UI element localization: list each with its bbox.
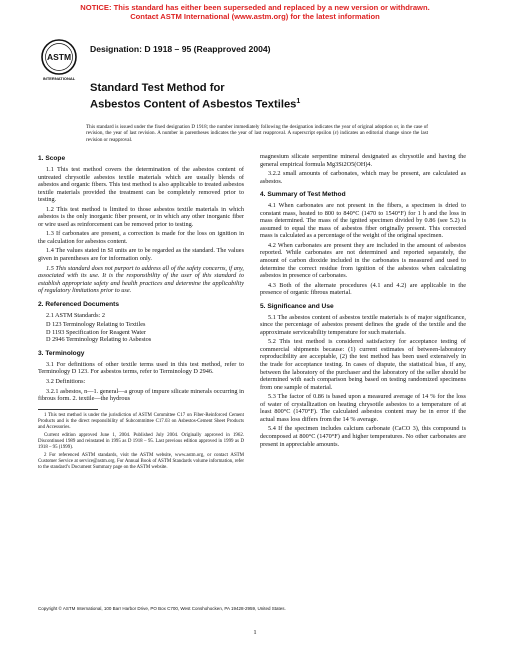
logo-wordmark: ASTM (46, 52, 72, 62)
definition-continued: magnesium silicate serpentine mineral designated as chrysotile and having the general empirical formula Mg3Si2O5(OH)4. (260, 153, 466, 168)
paragraph-1-4: 1.4 The values stated in SI units are to be regarded as the standard. The values given in parentheses are for information only. (38, 247, 244, 263)
paragraph-5-4: 5.4 If the specimen includes calcium carbonate (CaCO 3), this compound is decomposed at 800°C (1470°F) and higher temperatures. No other carbonates are present in appreciable amounts. (260, 425, 466, 448)
footnote-1: 1 This test method is under the jurisdiction of ASTM Committee C17 on Fiber-Reinforced Cement Products and is the direct responsibility of Subcommittee C17.03 on Asbestos-Cement Sheet Products and Accessories. (38, 412, 244, 430)
section-heading-summary: 4. Summary of Test Method (260, 191, 346, 199)
paragraph-1-2: 1.2 This test method is limited to those asbestos textile materials in which asbestos is the only inorganic fiber present, or in which any other inorganic fiber or wire used as reinforcement can be removed prior to testing. (38, 205, 244, 228)
paragraph-4-2: 4.2 When carbonates are present they are included in the amount of asbestos reported. While carbonates are not determined and reported separately, the amount of carbon dioxide included in the carbonates is measured and used to determine the correct residue from ignition of the asbestos when calculating asbestos in presence of carbonates. (260, 241, 466, 280)
paragraph-1-3: 1.3 If carbonates are present, a correction is made for the loss on ignition in the calculation for asbestos content. (38, 230, 244, 245)
paragraph-1-1: 1.1 This test method covers the determination of the asbestos content of untreated chrysotile asbestos textile materials which are usually blends of asbestos and organic fibers. This test method is also applicable to treated asbestos textile materials provided the treatment can be completely removed prior to testing. (38, 166, 244, 204)
copyright-line: Copyright © ASTM International, 100 Barr Harbor Drive, PO Box C700, West Conshohocken, PA 19428-2959, United States. (38, 606, 286, 611)
paragraph-5-2: 5.2 This test method is considered satisfactory for acceptance testing of commercial shipments because: (1) current estimates of between-laboratory reproducibility are acceptable, (2) the test method has been used extensively in the trade for acceptance testing. In cases of dispute, the statistical bias, if any, between the laboratory of the purchaser and the laboratory of the seller should be determined with each comparison being based on testing randomized specimens from one sample of material. (260, 338, 466, 391)
reference-item: D 1193 Specification for Reagent Water (46, 328, 146, 336)
paragraph-3-2: 3.2 Definitions: (46, 378, 86, 386)
page-number: 1 (253, 629, 257, 636)
notice-line-2: Contact ASTM International (www.astm.org) for the latest information (130, 12, 380, 21)
paragraph-4-1: 4.1 When carbonates are not present in the fibers, a specimen is dried to constant mass, heated to 800 to 840°C (1470 to 1540°F) for 1 h and the loss in mass determined. The mass of the ignited specimen divided by 0.86 (see 5.2) is assumed to equal the mass of asbestos fiber originally present. This corrected mass is calculated as a percentage of the weight of the original specimen. (260, 202, 466, 240)
issuance-note: This standard is issued under the fixed designation D 1918; the number immediately following the designation indicates the year of original adoption or, in the case of revision, the year of last revision. A number in parentheses indicates the year of last reapproval. A superscript epsilon (ε) indicates an editorial change since the last revision or reapproval. (86, 124, 428, 143)
footnote-divider (38, 409, 98, 410)
notice-line-1: NOTICE: This standard has either been superseded and replaced by a new version or withdrawn. (80, 3, 430, 12)
reference-item: D 123 Terminology Relating to Textiles (46, 321, 146, 329)
title-footnote-marker: 1 (296, 98, 301, 105)
paragraph-2-1: 2.1 ASTM Standards: 2 (46, 311, 106, 319)
withdrawn-notice (0, 3, 510, 21)
paragraph-3-1: 3.1 For definitions of other textile terms used in this test method, refer to Terminology D 123. For asbestos terms, refer to Terminology D 2946. (38, 360, 244, 376)
paragraph-3-2-2: 3.2.2 small amounts of carbonates, which may be present, are calculated as asbestos. (260, 170, 466, 185)
designation: Designation: D 1918 – 95 (Reapproved 2004) (90, 44, 271, 54)
document-title (90, 82, 470, 112)
paragraph-1-5: 1.5 This standard does not purport to address all of the safety concerns, if any, associated with its use. It is the responsibility of the user of this standard to establish appropriate safety and health practices and determine the applicability of regulatory limitations prior to use. (38, 264, 244, 295)
astm-logo-icon (36, 36, 82, 82)
section-heading-significance: 5. Significance and Use (260, 302, 334, 310)
footnote-1-edition: Current edition approved June 1, 2004. Published July 2004. Originally approved in 1962. Discontinued 1989 and reinstated in 1995 as D 1918 – 95. Last previous edition approved in 1999 as D 1918 – 95 (1999). (38, 432, 244, 450)
footnote-2: 2 For referenced ASTM standards, visit the ASTM website, www.astm.org, or contact ASTM Customer Service at service@astm.org. For Annual Book of ASTM Standards volume information, refer to the standard’s Document Summary page on the ASTM website. (38, 452, 244, 470)
section-heading-terminology: 3. Terminology (38, 349, 85, 357)
paragraph-4-3: 4.3 Both of the alternate procedures (4.1 and 4.2) are applicable in the presence of organic fibrous material. (260, 281, 466, 297)
reference-item: D 2946 Terminology Relating to Asbestos (46, 336, 152, 344)
paragraph-3-2-1: 3.2.1 asbestos, n—1. general—a group of impure silicate minerals occurring in fibrous form. 2. textile—the hydrous (38, 387, 244, 403)
title-line-1: Standard Test Method for (90, 82, 225, 94)
section-heading-referenced-documents: 2. Referenced Documents (38, 300, 119, 308)
paragraph-5-1: 5.1 The asbestos content of asbestos textile materials is of major significance, since the percentage of asbestos present defines the grade of the textile and the approximate serviceability temperature for such materials. (260, 313, 466, 336)
logo-subtext: INTERNATIONAL (42, 76, 76, 81)
right-column (260, 153, 466, 450)
section-heading-scope: 1. Scope (38, 155, 66, 162)
left-column (38, 153, 244, 473)
title-line-2: Asbestos Content of Asbestos Textiles (90, 98, 297, 111)
paragraph-5-3: 5.3 The factor of 0.86 is based upon a measured average of 14 % for the loss of water of crystallization on heating chrysotile asbestos to a temperature of at least 800°C (1470°F). The calculated asbestos content may be in error if the actual mass loss differs from the 14 % average. (260, 393, 466, 423)
